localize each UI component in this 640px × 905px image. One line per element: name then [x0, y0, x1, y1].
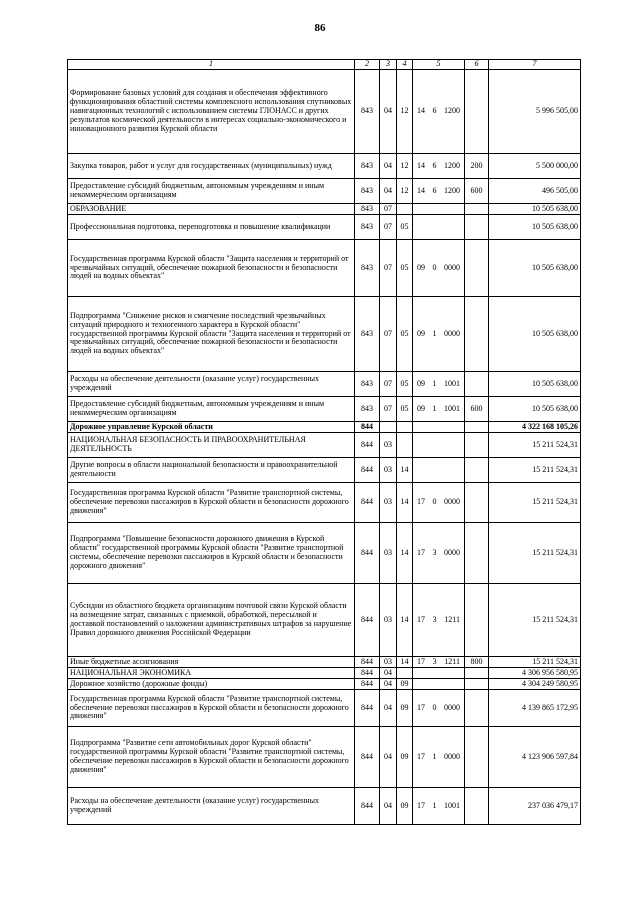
table-row [68, 215, 581, 240]
row-code-2: 843 [355, 397, 380, 422]
target-code-part: 14 [417, 160, 425, 170]
row-expense-type: 600 [465, 179, 489, 204]
budget-table [67, 59, 581, 825]
table-row [68, 657, 581, 668]
row-code-2: 844 [355, 788, 380, 825]
row-code-4: 05 [397, 297, 413, 372]
row-code-2: 843 [355, 154, 380, 179]
row-expense-type: 200 [465, 154, 489, 179]
row-code-4: 09 [397, 727, 413, 788]
target-code-part: 0 [432, 497, 437, 507]
target-code-part: 09 [417, 328, 425, 338]
row-expense-type [465, 523, 489, 584]
row-code-4: 05 [397, 397, 413, 422]
target-code-part: 0000 [444, 328, 460, 338]
row-code-3: 03 [380, 483, 397, 523]
table-row [68, 679, 581, 690]
row-code-3: 04 [380, 690, 397, 727]
target-code-part: 0 [432, 262, 437, 272]
table-row [68, 788, 581, 825]
target-code-part: 1 [432, 403, 437, 413]
row-code-2: 844 [355, 727, 380, 788]
row-name: Государственная программа Курской области "Защита населения и территорий от чрезвычайных ситуаций, обеспечение пожарной безопасности и безопасности людей на водных объектах" [68, 240, 355, 297]
target-code-part: 09 [417, 378, 425, 388]
row-expense-type [465, 668, 489, 679]
row-code-4: 05 [397, 372, 413, 397]
row-code-3: 07 [380, 297, 397, 372]
row-code-4: 14 [397, 584, 413, 657]
target-code-part: 3 [432, 547, 437, 557]
row-amount: 15 211 524,31 [489, 458, 581, 483]
row-amount: 5 996 505,00 [489, 70, 581, 154]
target-code-part: 17 [417, 497, 425, 507]
row-amount: 4 322 168 105,26 [489, 422, 581, 433]
target-code-part: 1200 [444, 106, 460, 116]
row-expense-type: 600 [465, 397, 489, 422]
row-target-code [413, 70, 465, 154]
target-code-part: 1 [432, 800, 437, 810]
table-row [68, 433, 581, 458]
row-expense-type [465, 204, 489, 215]
row-code-2: 844 [355, 690, 380, 727]
header-cell: 4 [397, 60, 413, 70]
row-target-code [413, 397, 465, 422]
table-row [68, 483, 581, 523]
row-amount: 10 505 638,00 [489, 372, 581, 397]
row-code-3: 03 [380, 523, 397, 584]
target-code-part: 1001 [444, 378, 460, 388]
row-target-code [413, 523, 465, 584]
table-row [68, 422, 581, 433]
row-code-4: 14 [397, 657, 413, 668]
row-amount: 10 505 638,00 [489, 204, 581, 215]
row-code-4: 14 [397, 523, 413, 584]
target-code-part: 17 [417, 656, 425, 666]
row-amount: 10 505 638,00 [489, 215, 581, 240]
row-target-code [413, 154, 465, 179]
row-code-3: 03 [380, 584, 397, 657]
row-code-3: 03 [380, 458, 397, 483]
row-code-2: 844 [355, 668, 380, 679]
row-code-2: 843 [355, 70, 380, 154]
row-expense-type [465, 458, 489, 483]
row-target-code [413, 668, 465, 679]
header-cell: 5 [413, 60, 465, 70]
row-code-3: 03 [380, 433, 397, 458]
row-code-2: 843 [355, 372, 380, 397]
target-code-part: 14 [417, 185, 425, 195]
table-row [68, 727, 581, 788]
row-amount: 15 211 524,31 [489, 483, 581, 523]
row-amount: 10 505 638,00 [489, 397, 581, 422]
row-code-2: 844 [355, 657, 380, 668]
target-code-part: 17 [417, 702, 425, 712]
table-row [68, 668, 581, 679]
row-target-code [413, 584, 465, 657]
target-code-part: 1200 [444, 185, 460, 195]
row-target-code [413, 483, 465, 523]
header-cell: 7 [489, 60, 581, 70]
table-header-row [68, 60, 581, 70]
row-expense-type: 800 [465, 657, 489, 668]
row-code-3: 07 [380, 215, 397, 240]
row-target-code [413, 372, 465, 397]
row-code-2: 844 [355, 458, 380, 483]
target-code-part: 17 [417, 751, 425, 761]
row-name: Расходы на обеспечение деятельности (оказание услуг) государственных учреждений [68, 788, 355, 825]
row-code-2: 843 [355, 204, 380, 215]
header-cell: 6 [465, 60, 489, 70]
row-name: Подпрограмма "Снижение рисков и смягчение последствий чрезвычайных ситуаций природного и техногенного характера в Курской области" государственной программы Курской области "Защита населения и территорий от чрезвычайных ситуаций, обеспечение пожарной безопасности и безопасности людей на водных объектах" [68, 297, 355, 372]
row-code-3: 04 [380, 679, 397, 690]
row-expense-type [465, 727, 489, 788]
row-code-3: 07 [380, 240, 397, 297]
row-code-4 [397, 668, 413, 679]
table-row [68, 204, 581, 215]
row-code-3: 04 [380, 788, 397, 825]
row-name: Другие вопросы в области национальной безопасности и правоохранительной деятельности [68, 458, 355, 483]
row-code-3: 04 [380, 154, 397, 179]
page-number: 86 [314, 22, 326, 34]
row-expense-type [465, 433, 489, 458]
target-code-part: 17 [417, 547, 425, 557]
row-code-3: 07 [380, 397, 397, 422]
row-target-code [413, 788, 465, 825]
row-expense-type [465, 240, 489, 297]
row-target-code [413, 727, 465, 788]
target-code-part: 14 [417, 106, 425, 116]
row-code-3: 04 [380, 179, 397, 204]
row-code-3: 04 [380, 668, 397, 679]
row-expense-type [465, 70, 489, 154]
row-code-4: 05 [397, 215, 413, 240]
row-target-code [413, 204, 465, 215]
row-code-4 [397, 204, 413, 215]
row-amount: 15 211 524,31 [489, 433, 581, 458]
row-code-2: 844 [355, 523, 380, 584]
row-amount: 237 036 479,17 [489, 788, 581, 825]
row-amount: 10 505 638,00 [489, 297, 581, 372]
row-target-code [413, 422, 465, 433]
row-name: Дорожное управление Курской области [68, 422, 355, 433]
target-code-part: 0000 [444, 262, 460, 272]
row-code-4: 12 [397, 154, 413, 179]
row-name: Формирование базовых условий для создания и обеспечения эффективного функционирования областной системы комплексного использования спутниковых навигационных технологий с использованием системы ГЛОНАСС и других результатов космической деятельности в интересах социально-экономического и инновационного развития Курской области [68, 70, 355, 154]
table-row [68, 690, 581, 727]
table-row [68, 70, 581, 154]
row-name: НАЦИОНАЛЬНАЯ БЕЗОПАСНОСТЬ И ПРАВООХРАНИТЕЛЬНАЯ ДЕЯТЕЛЬНОСТЬ [68, 433, 355, 458]
row-amount: 4 139 865 172,95 [489, 690, 581, 727]
table-row [68, 297, 581, 372]
row-code-2: 843 [355, 215, 380, 240]
row-code-4: 14 [397, 483, 413, 523]
row-code-4: 09 [397, 679, 413, 690]
row-name: Расходы на обеспечение деятельности (оказание услуг) государственных учреждений [68, 372, 355, 397]
target-code-part: 6 [432, 160, 437, 170]
target-code-part: 0000 [444, 702, 460, 712]
row-code-2: 844 [355, 483, 380, 523]
target-code-part: 1 [432, 751, 437, 761]
row-target-code [413, 433, 465, 458]
row-target-code [413, 297, 465, 372]
row-expense-type [465, 788, 489, 825]
target-code-part: 1001 [444, 403, 460, 413]
target-code-part: 6 [432, 185, 437, 195]
row-code-4: 05 [397, 240, 413, 297]
row-code-3 [380, 422, 397, 433]
row-code-4: 14 [397, 458, 413, 483]
row-code-4: 09 [397, 690, 413, 727]
row-name: ОБРАЗОВАНИЕ [68, 204, 355, 215]
target-code-part: 1200 [444, 160, 460, 170]
row-expense-type [465, 422, 489, 433]
row-target-code [413, 690, 465, 727]
row-code-4 [397, 433, 413, 458]
row-name: Государственная программа Курской области "Развитие транспортной системы, обеспечение перевозки пассажиров в Курской области и безопасности дорожного движения" [68, 483, 355, 523]
target-code-part: 1001 [444, 800, 460, 810]
row-name: Подпрограмма "Развитие сети автомобильных дорог Курской области" государственной программы Курской области "Развитие транспортной системы, обеспечение перевозки пассажиров в Курской области и безопасности дорожного движения" [68, 727, 355, 788]
row-code-3: 07 [380, 372, 397, 397]
row-target-code [413, 179, 465, 204]
row-expense-type [465, 297, 489, 372]
target-code-part: 6 [432, 106, 437, 116]
row-code-3: 03 [380, 657, 397, 668]
row-amount: 496 505,00 [489, 179, 581, 204]
row-expense-type [465, 372, 489, 397]
row-expense-type [465, 679, 489, 690]
table-row [68, 584, 581, 657]
target-code-part: 1 [432, 378, 437, 388]
row-name: Профессиональная подготовка, переподготовка и повышение квалификации [68, 215, 355, 240]
row-code-2: 844 [355, 422, 380, 433]
row-code-2: 843 [355, 179, 380, 204]
row-target-code [413, 240, 465, 297]
target-code-part: 17 [417, 614, 425, 624]
row-name: Субсидии из областного бюджета организациям почтовой связи Курской области на возмещение затрат, связанных с приемкой, обработкой, пересылкой и доставкой постановлений о наложении административных штрафов за нарушение Правил дорожного движения Российской Федерации [68, 584, 355, 657]
target-code-part: 09 [417, 403, 425, 413]
header-cell: 1 [68, 60, 355, 70]
row-code-3: 07 [380, 204, 397, 215]
row-target-code [413, 215, 465, 240]
row-amount: 15 211 524,31 [489, 584, 581, 657]
row-target-code [413, 458, 465, 483]
header-cell: 2 [355, 60, 380, 70]
row-name: Иные бюджетные ассигнования [68, 657, 355, 668]
row-amount: 4 306 956 580,95 [489, 668, 581, 679]
row-amount: 4 304 249 580,95 [489, 679, 581, 690]
row-name: НАЦИОНАЛЬНАЯ ЭКОНОМИКА [68, 668, 355, 679]
target-code-part: 0 [432, 702, 437, 712]
header-cell: 3 [380, 60, 397, 70]
row-code-3: 04 [380, 70, 397, 154]
row-expense-type [465, 584, 489, 657]
row-code-4 [397, 422, 413, 433]
row-name: Предоставление субсидий бюджетным, автономным учреждениям и иным некоммерческим организациям [68, 179, 355, 204]
row-name: Закупка товаров, работ и услуг для государственных (муниципальных) нужд [68, 154, 355, 179]
table-row [68, 372, 581, 397]
row-code-2: 844 [355, 433, 380, 458]
row-target-code [413, 657, 465, 668]
row-expense-type [465, 690, 489, 727]
row-name: Государственная программа Курской области "Развитие транспортной системы, обеспечение перевозки пассажиров в Курской области и безопасности дорожного движения" [68, 690, 355, 727]
target-code-part: 1211 [444, 614, 460, 624]
row-code-4: 09 [397, 788, 413, 825]
row-expense-type [465, 215, 489, 240]
row-name: Подпрограмма "Повышение безопасности дорожного движения в Курской области" государственной программы Курской области "Развитие транспортной системы, обеспечение перевозки пассажиров в Курской области и безопасности дорожного движения" [68, 523, 355, 584]
row-amount: 15 211 524,31 [489, 523, 581, 584]
row-amount: 5 500 000,00 [489, 154, 581, 179]
table-row [68, 523, 581, 584]
target-code-part: 0000 [444, 547, 460, 557]
row-code-2: 843 [355, 240, 380, 297]
table-row [68, 240, 581, 297]
table-row [68, 179, 581, 204]
target-code-part: 1211 [444, 656, 460, 666]
target-code-part: 17 [417, 800, 425, 810]
row-name: Предоставление субсидий бюджетным, автономным учреждениям и иным некоммерческим организациям [68, 397, 355, 422]
row-amount: 15 211 524,31 [489, 657, 581, 668]
target-code-part: 3 [432, 614, 437, 624]
row-target-code [413, 679, 465, 690]
table-row [68, 154, 581, 179]
table-row [68, 458, 581, 483]
target-code-part: 0000 [444, 497, 460, 507]
row-expense-type [465, 483, 489, 523]
target-code-part: 1 [432, 328, 437, 338]
row-code-2: 843 [355, 297, 380, 372]
row-amount: 4 123 906 597,84 [489, 727, 581, 788]
target-code-part: 3 [432, 656, 437, 666]
row-code-3: 04 [380, 727, 397, 788]
row-code-2: 844 [355, 584, 380, 657]
row-code-4: 12 [397, 179, 413, 204]
target-code-part: 09 [417, 262, 425, 272]
table-row [68, 397, 581, 422]
row-name: Дорожное хозяйство (дорожные фонды) [68, 679, 355, 690]
row-code-4: 12 [397, 70, 413, 154]
target-code-part: 0000 [444, 751, 460, 761]
row-code-2: 844 [355, 679, 380, 690]
row-amount: 10 505 638,00 [489, 240, 581, 297]
